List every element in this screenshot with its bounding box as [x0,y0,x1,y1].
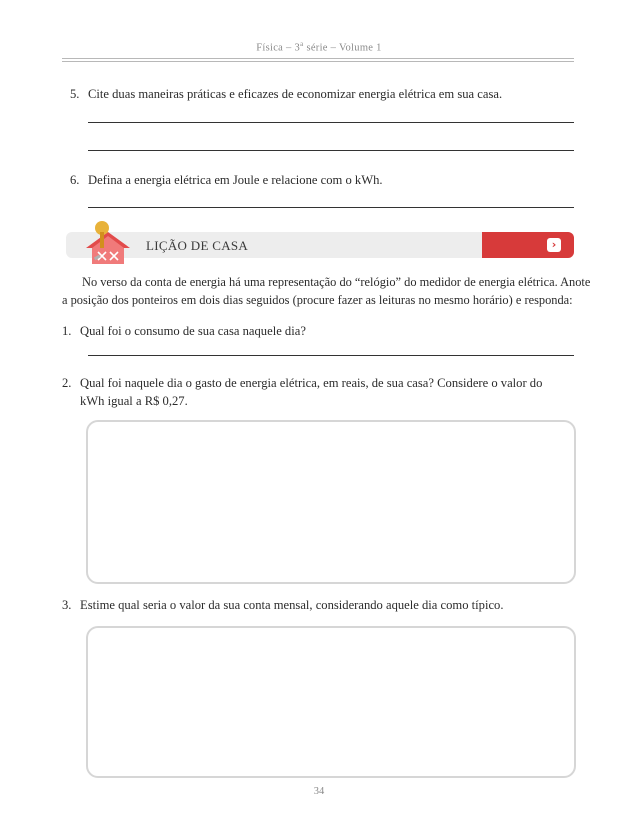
answer-line[interactable] [88,207,574,208]
homework-question-1 [62,323,306,340]
homework-question-3 [62,597,504,614]
answer-box[interactable] [86,626,576,778]
question-5 [70,86,502,103]
question-number: 5. [70,87,80,101]
question-text: Estime qual seria o valor da sua conta mensal, considerando aquele dia como típico. [80,598,504,612]
header-text-suffix: série – Volume 1 [303,42,382,54]
homework-house-icon [80,218,136,268]
question-text: Qual foi naquele dia o gasto de energia elétrica, em reais, de sua casa? Considere o valor do [80,376,543,390]
intro-line-2: a posição dos ponteiros em dois dias seguidos (procure fazer as leituras no mesmo horário) e responda: [62,293,573,307]
answer-line[interactable] [88,122,574,123]
question-number: 1. [62,324,72,338]
question-text: Qual foi o consumo de sua casa naquele dia? [80,324,306,338]
header-rule-2 [62,61,574,62]
banner-title: LIÇÃO DE CASA [146,238,249,253]
header-rule [62,58,574,59]
answer-box[interactable] [86,420,576,584]
question-number: 3. [62,598,72,612]
intro-line-1: No verso da conta de energia há uma representação do “relógio” do medidor de energia elétrica. Anote [82,275,591,289]
answer-line[interactable] [88,150,574,151]
homework-question-2 [62,375,542,392]
page-number: 34 [313,786,325,797]
answer-line[interactable] [88,355,574,356]
header-superscript: a [300,40,304,48]
question-text: Cite duas maneiras práticas e eficazes de economizar energia elétrica em sua casa. [88,87,503,101]
question-text-continued: kWh igual a R$ 0,27. [80,394,188,408]
chevron-right-icon[interactable]: › [547,238,561,252]
question-6 [70,172,383,189]
header-text: Física – 3 [256,42,301,54]
running-header [0,40,638,54]
question-text: Defina a energia elétrica em Joule e relacione com o kWh. [88,173,383,187]
question-number: 6. [70,173,80,187]
question-number: 2. [62,376,72,390]
